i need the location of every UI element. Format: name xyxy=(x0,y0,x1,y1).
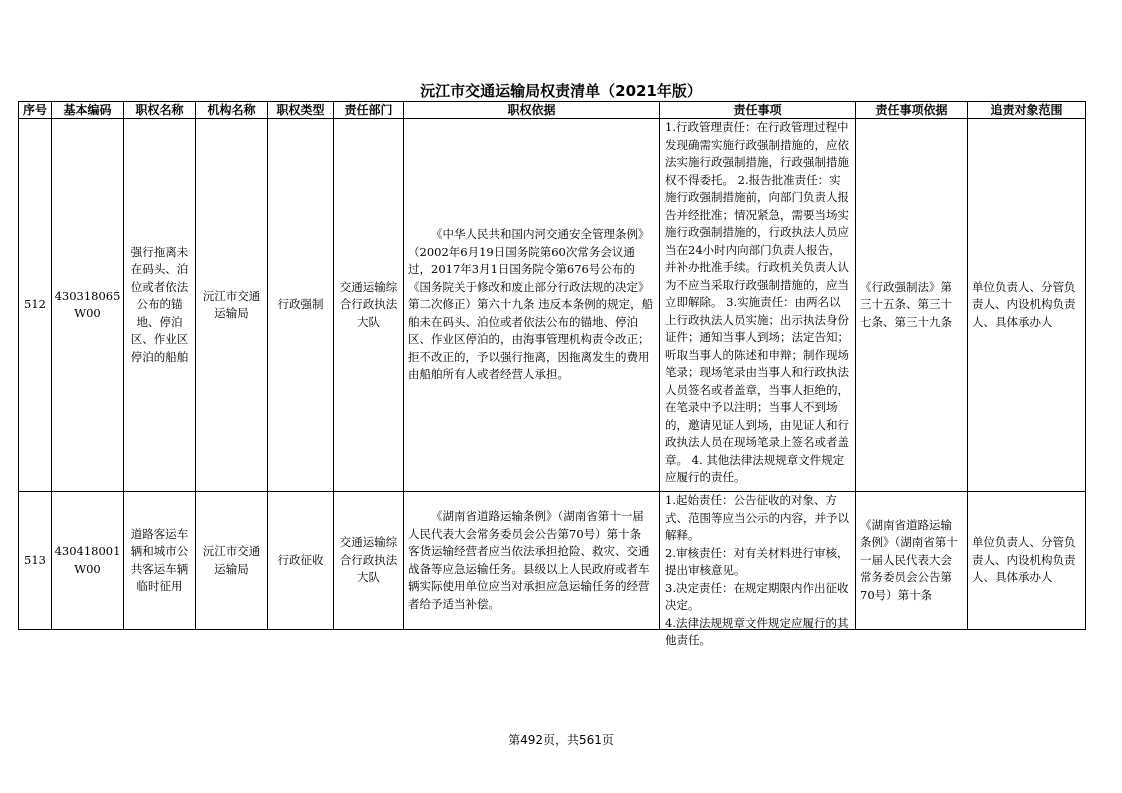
duties-text: 1.行政管理责任：在行政管理过程中发现确需实施行政强制措施的，应依法实施行政强制措施，行政强制措施权不得委托。 2.报告批准责任：实施行政强制措施前，向部门负责人报告并经批准；情况紧急，需要当场实施行政强制措施的，行政执法人员应当在24小时内向部门负责人报告，并补办批准手续。行政机关负责人认为不应当采取行政强制措施的，应当立即解除。 3.实施责任：由两名以上行政执法人员实施；出示执法身份证件；通知当事人到场；法定告知；听取当事人的陈述和申辩；制作现场笔录；现场笔录由当事人和行政执法人员签名或者盖章，当事人拒绝的，在笔录中予以注明；当事人不到场的，邀请见证人到场，由见证人和行政执法人员在现场笔录上签名或者盖章。 4. 其他法律法规规章文件规定应履行的责任。 xyxy=(665,120,849,484)
cell-power-name: 道路客运车辆和城市公共客运车辆临时征用 xyxy=(124,492,196,630)
cell-org-name: 沅江市交通运输局 xyxy=(196,492,268,630)
header-duties: 责任事项 xyxy=(660,102,856,119)
cell-basis xyxy=(404,492,660,630)
duty-item: 2.审核责任：对有关材料进行审核，提出审核意见。 xyxy=(665,545,849,577)
cell-duties xyxy=(660,119,856,492)
basis-text: 《中华人民共和国内河交通安全管理条例》（2002年6月19日国务院第60次常务会议通过，2017年3月1日国务院令第676号公布的《国务院关于修改和废止部分行政法规的决定》第二次修正）第六十九条 违反本条例的规定，船舶未在码头、泊位或者依法公布的锚地、停泊区、作业区停泊的，由海事管理机构责令改正；拒不改正的，予以强行拖离，因拖离发生的费用由船舶所有人或者经营人承担。 xyxy=(408,227,654,382)
table-row xyxy=(19,119,1086,492)
header-duty-basis: 责任事项依据 xyxy=(856,102,968,119)
cell-duty-basis: 《湖南省道路运输条例》（湖南省第十一届人民代表大会常务委员会公告第70号）第十条 xyxy=(856,492,968,630)
cell-code: 430418001W00 xyxy=(52,492,124,630)
duty-item: 4.法律法规规章文件规定应履行的其他责任。 xyxy=(665,615,849,647)
header-dept: 责任部门 xyxy=(334,102,404,119)
cell-power-type: 行政征收 xyxy=(268,492,334,630)
duty-list-table xyxy=(18,101,1086,647)
cell-dept: 交通运输综合行政执法大队 xyxy=(334,492,404,630)
header-scope: 追责对象范围 xyxy=(968,102,1086,119)
duty-item: 3.决定责任：在规定期限内作出征收决定。 xyxy=(665,580,849,612)
cell-dept: 交通运输综合行政执法大队 xyxy=(334,119,404,492)
cell-duty-basis: 《行政强制法》第三十五条、第三十七条、第三十九条 xyxy=(856,119,968,492)
cell-code: 430318065W00 xyxy=(52,119,124,492)
page-title: 沅江市交通运输局权责清单（2021年版） xyxy=(420,82,702,100)
cell-basis xyxy=(404,119,660,492)
duties-list xyxy=(660,492,855,647)
cell-duties xyxy=(660,492,856,647)
header-basis: 职权依据 xyxy=(404,102,660,119)
header-code: 基本编码 xyxy=(52,102,124,119)
cell-org-name: 沅江市交通运输局 xyxy=(196,119,268,492)
header-power-type: 职权类型 xyxy=(268,102,334,119)
cell-power-name: 强行拖离未在码头、泊位或者依法公布的锚地、停泊区、作业区停泊的船舶 xyxy=(124,119,196,492)
table-header-row xyxy=(19,102,1086,119)
cell-seq: 512 xyxy=(19,119,52,492)
header-org-name: 机构名称 xyxy=(196,102,268,119)
page-number: 第492页，共561页 xyxy=(508,733,614,747)
cell-scope: 单位负责人、分管负责人、内设机构负责人、具体承办人 xyxy=(968,119,1086,492)
header-seq: 序号 xyxy=(19,102,52,119)
cell-scope: 单位负责人、分管负责人、内设机构负责人、具体承办人 xyxy=(968,492,1086,630)
cell-seq: 513 xyxy=(19,492,52,630)
basis-text: 《湖南省道路运输条例》（湖南省第十一届人民代表大会常务委员会公告第70号）第十条 客货运输经营者应当依法承担抢险、救灾、交通战备等应急运输任务。县级以上人民政府或者车辆实际使用单位应当对承担应急运输任务的经营者给予适当补偿。 xyxy=(408,509,650,611)
table-row xyxy=(19,492,1086,630)
cell-power-type: 行政强制 xyxy=(268,119,334,492)
duty-item: 1.起始责任：公告征收的对象、方式、范围等应当公示的内容，并予以解释。 xyxy=(665,493,849,542)
header-power-name: 职权名称 xyxy=(124,102,196,119)
